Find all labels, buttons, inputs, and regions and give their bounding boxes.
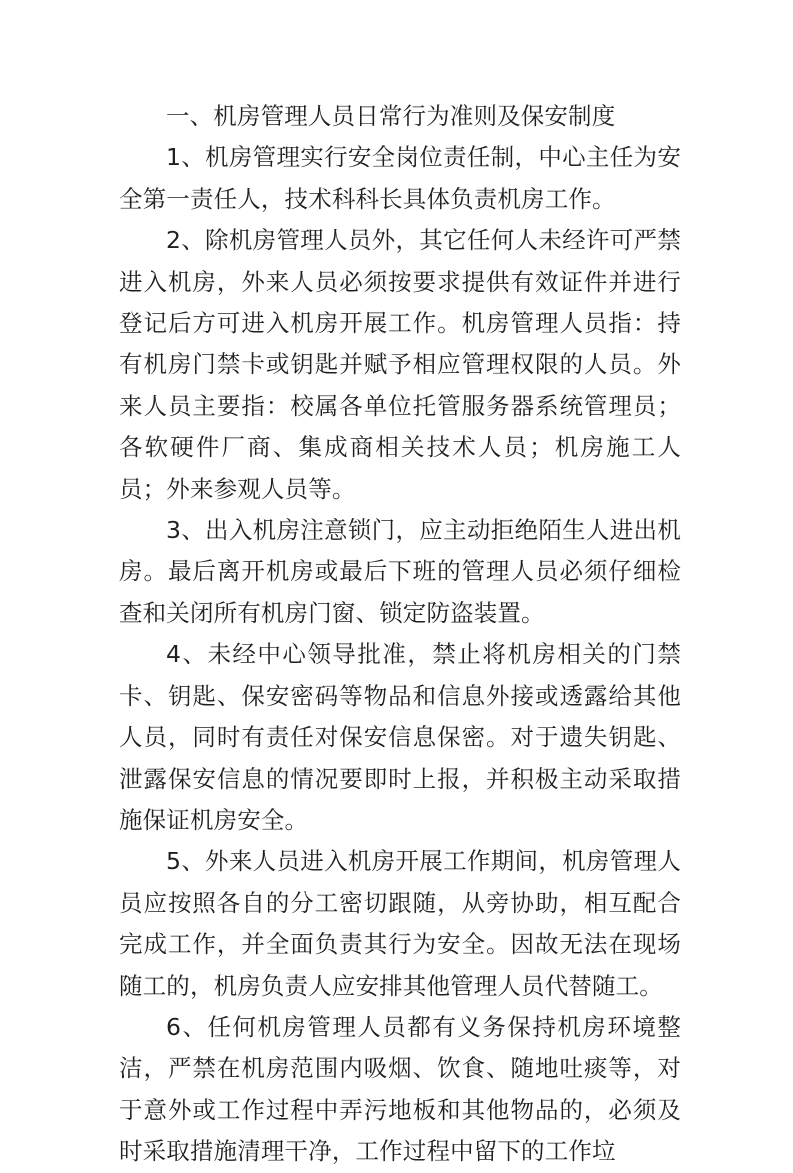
document-heading: 一、机房管理人员日常行为准则及保安制度	[166, 102, 616, 130]
document-text-body	[119, 96, 681, 1173]
paragraph-item-4: 4、未经中心领导批准，禁止将机房相关的门禁卡、钥匙、保安密码等物品和信息外接或透露给其他人员，同时有责任对保安信息保密。对于遗失钥匙、泄露保安信息的情况要即时上报，并积极主动采取措施保证机房安全。	[119, 640, 681, 834]
paragraph-item-6: 6、任何机房管理人员都有义务保持机房环境整洁，严禁在机房范围内吸烟、饮食、随地吐痰等，对于意外或工作过程中弄污地板和其他物品的，必须及时采取措施清理干净，工作过程中留下的工作垃	[119, 1012, 681, 1166]
paragraph-item-3: 3、出入机房注意锁门，应主动拒绝陌生人进出机房。最后离开机房或最后下班的管理人员必须仔细检查和关闭所有机房门窗、锁定防盗装置。	[119, 516, 681, 627]
paragraph-item-2: 2、除机房管理人员外，其它任何人未经许可严禁进入机房，外来人员必须按要求提供有效证件并进行登记后方可进入机房开展工作。机房管理人员指：持有机房门禁卡或钥匙并赋予相应管理权限的人员。外来人员主要指：校属各单位托管服务器系统管理员；各软硬件厂商、集成商相关技术人员；机房施工人员；外来参观人员等。	[119, 226, 681, 503]
paragraph-item-5: 5、外来人员进入机房开展工作期间，机房管理人员应按照各自的分工密切跟随，从旁协助，相互配合完成工作，并全面负责其行为安全。因故无法在现场随工的，机房负责人应安排其他管理人员代替随工。	[119, 847, 681, 1000]
paragraph-item-1: 1、机房管理实行安全岗位责任制，中心主任为安全第一责任人，技术科科长具体负责机房工作。	[119, 143, 681, 213]
